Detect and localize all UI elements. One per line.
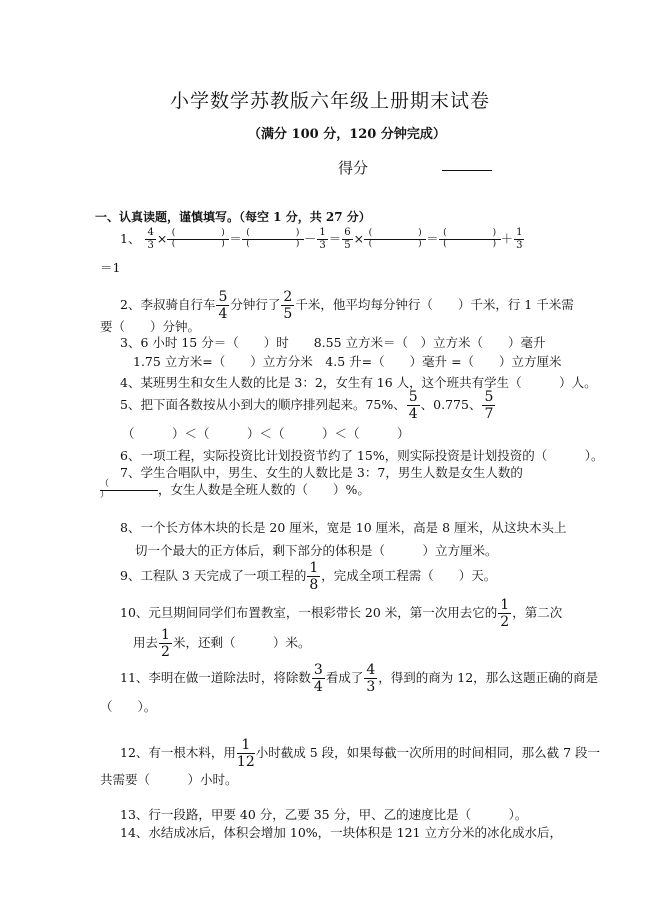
question-9: 9、工程队 3 天完成了一项工程的 $\frac{1}{8}$ ，完成全项工程需（ ）天。 xyxy=(120,560,497,593)
question-2-line2: 要（ ）分钟。 xyxy=(100,319,201,334)
question-12-line2: 共需要（ ）小时。 xyxy=(100,772,238,787)
question-13: 13、行一段路，甲要 40 分，乙要 35 分，甲、乙的速度比是（ ）。 xyxy=(120,807,528,822)
score-blank xyxy=(442,170,492,171)
score-label: 得分 xyxy=(338,159,369,177)
question-7-line2: （ ） ，女生人数是全班人数的（ ）%。 xyxy=(100,479,370,500)
question-5: 5、把下面各数按从小到大的顺序排列起来。75%、 $\frac{5}{4}$ 、0.775、 $\frac{5}{7}$ xyxy=(120,389,494,422)
question-3-line2: 1.75 立方米=（ ）立方分米 4.5 升=（ ）毫升 =（ ）立方厘米 xyxy=(133,354,562,369)
section-heading: 一、认真读题，谨慎填写。（每空 1 分，共 27 分） xyxy=(95,210,371,224)
question-10-line2: 用去 $\frac{1}{2}$ 米，还剩（ ）米。 xyxy=(133,627,311,660)
question-8: 8、一个长方体木块的长是 20 厘米，宽是 10 厘米，高是 8 厘米，从这块木头上 xyxy=(120,520,567,535)
question-3: 3、6 小时 15 分＝（ ）时 8.55 立方米＝（ ）立方米（ ）毫升 xyxy=(120,335,546,350)
question-5-blanks: （ ）＜（ ）＜（ ）＜（ ） xyxy=(122,426,410,441)
question-2: 2、李叔骑自行车 $\frac{5}{4}$ 分钟行了 $\frac{2}{5}$ 千米，他平均每分钟行（ ）千米，行 1 千米需 xyxy=(120,289,574,322)
question-11: 11、李明在做一道除法时，将除数 $\frac{3}{4}$ 看成了 $\frac{4}{3}$ ，得到的商为 12，那么这题正确的商是 xyxy=(120,662,599,695)
question-4: 4、某班男生和女生人数的比是 3：2，女生有 16 人，这个班共有学生（ ）人。 xyxy=(120,375,597,390)
page-subtitle: （满分 100 分，120 分钟完成） xyxy=(248,127,446,142)
question-14: 14、水结成冰后，体积会增加 10%，一块体积是 121 立方分米的冰化成水后， xyxy=(120,825,562,840)
question-1-tail: ＝1 xyxy=(100,260,121,275)
question-11-line2: （ ）。 xyxy=(100,699,157,714)
question-8-line2: 切一个最大的正方体后，剩下部分的体积是（ ）立方厘米。 xyxy=(135,543,498,558)
question-7: 7、学生合唱队中，男生、女生的人数比是 3：7，男生人数是女生人数的 xyxy=(120,465,523,480)
question-10: 10、元旦期间同学们布置教室，一根彩带长 20 米，第一次用去它的 $\frac{1}{2}$ ，第二次 xyxy=(120,597,563,630)
question-1: 1、 $\frac{4}{3}$ × ( ) ( ) ＝ ( ) ( ) － $\frac{1}{3}$ ＝ $\frac{6}{5}$ × ( ) ( ) ＝ ( ) ( ) ＋ $\frac{1}{3}$ xyxy=(120,227,523,251)
question-12: 12、有一根木料，用 $\frac{1}{12}$ 小时截成 5 段，如果每截一次所用的时间相同，那么截 7 段一 xyxy=(120,737,601,770)
question-6: 6、一项工程，实际投资比计划投资节约了 15%，则实际投资是计划投资的（ ）。 xyxy=(120,448,604,463)
page-title: 小学数学苏教版六年级上册期末试卷 xyxy=(170,90,491,112)
